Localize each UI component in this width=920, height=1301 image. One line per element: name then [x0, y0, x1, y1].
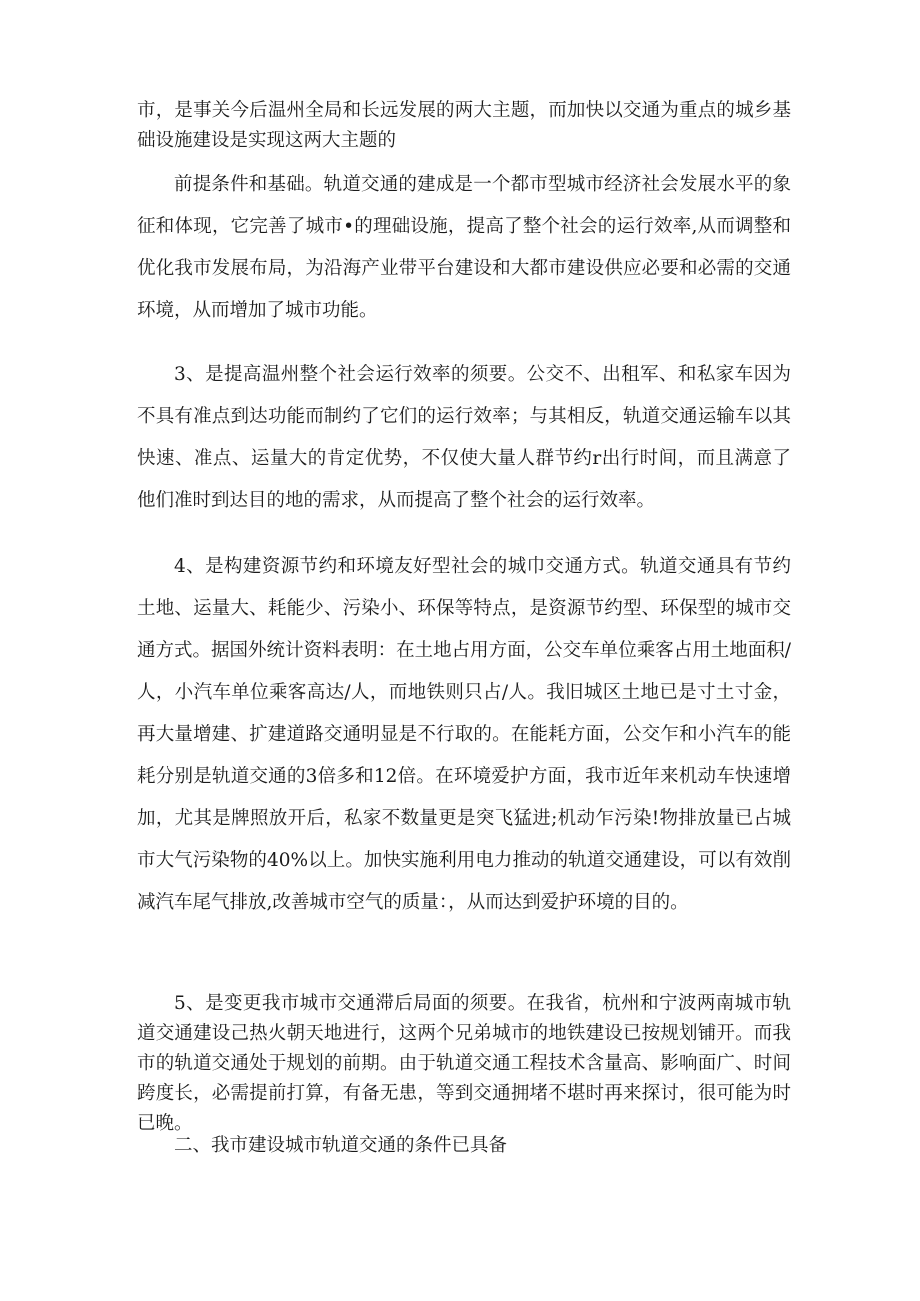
- paragraph-point-5: 5、是变更我市城市交通滞后局面的须要。在我省，杭州和宁波两南城市轨道交通建设己热火朝天地进行，这两个兄弟城市的地铁建设已按规划铺开。而我市的轨道交通处于规划的前期。由于轨道交通工程技术含量高、影响面广、时间跨度长，必需提前打算，有备无患，等到交通拥堵不堪时再来探讨，很可能为时已晚。: [137, 993, 791, 1134]
- paragraph-point-4: 4、是构建资源节约和环境友好型社会的城巾交通方式。轨道交通具有节约土地、运量大、耗能少、污染小、环保等特点，是资源节约型、环保型的城市交通方式。据国外统计资料表明：在土地占用方面，公交车单位乘客占用土地面积/人，小汽车单位乘客高达/人，而地铁则只占/人。我旧城区土地已是寸土寸金，再大量增建、扩建道路交通明显是不行取的。在能耗方面，公交乍和小汽车的能耗分别是轨道交通的3倍多和12倍。在环境爱护方面，我市近年来机动车快速增加，尤其是牌照放开后，私家不数量更是突飞猛进;机动乍污染!物排放量已占城市大气污染物的40%以上。加快实施利用电力推动的轨道交通建设，可以有效削减汽车尾气排放,改善城市空气的质量：，从而达到爱护环境的目的。: [137, 556, 791, 913]
- section-heading-2: 二、我市建设城市轨道交通的条件已具备: [174, 1135, 508, 1156]
- paragraph-intro-continuation: 市，是事关今后温州全局和长远发展的两大主题，而加快以交通为重点的城乡基础设施建设是实现这两大主题的: [137, 100, 791, 151]
- paragraph-foundation: 前提条件和基础。轨道交通的建成是一个都市型城市经济社会发展水平的象征和体现，它完善了城市•的理础设施，提高了整个社会的运行效率,从而调整和优化我市发展布局，为沿海产业带平台建设和大都市建设供应必要和必需的交通环境，从而增加了城市功能。: [137, 174, 791, 321]
- paragraph-point-3: 3、是提高温州整个社会运行效率的须要。公交不、出租军、和私家车因为不具有准点到达功能而制约了它们的运行效率；与其相反，轨道交通运输车以其快速、准点、运量大的肯定优势，不仅使大量人群节约r出行时间，而且满意了他们准时到达目的地的需求，从而提高了整个社会的运行效率。: [137, 364, 791, 511]
